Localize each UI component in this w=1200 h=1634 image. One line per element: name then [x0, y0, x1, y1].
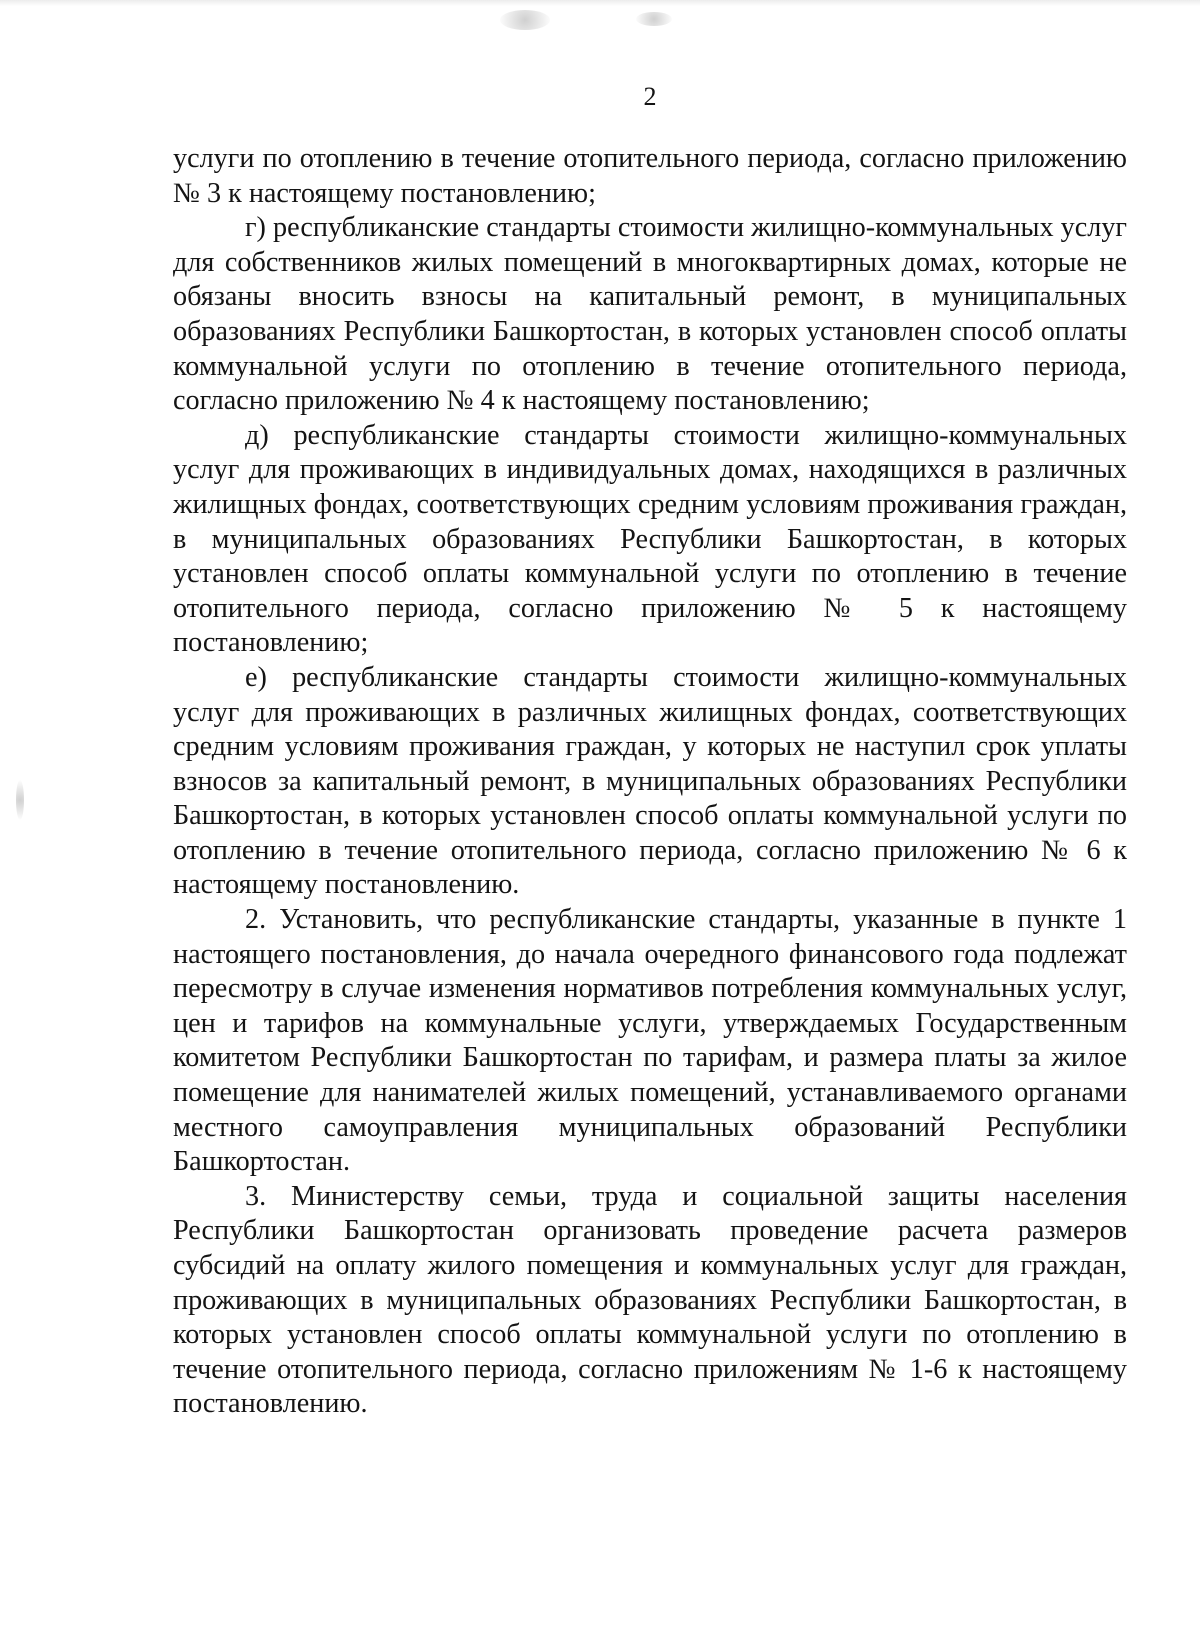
paragraph-clause-3: 3. Министерству семьи, труда и социальной защиты населения Республики Башкортостан организовать проведение расчета размеров субсидий на оплату жилого помещения и коммунальных услуг для граждан, проживающих в муниципальных образованиях Республики Башкортостан, в которых установлен способ оплаты коммунальной услуги по отоплению в течение отопительного периода, согласно приложениям № 1-6 к настоящему постановлению.	[173, 1180, 1127, 1420]
paragraph-clause-2: 2. Установить, что республиканские стандарты, указанные в пункте 1 настоящего постановления, до начала очередного финансового года подлежат пересмотру в случае изменения нормативов потребления коммунальных услуг, цен и тарифов на коммунальные услуги, утверждаемых Государственным комитетом Республики Башкортостан по тарифам, и размера платы за жилое помещение для нанимателей жилых помещений, устанавливаемого органами местного самоуправления муниципальных образований Республики Башкортостан.	[173, 904, 1127, 1178]
scan-smudge	[500, 10, 550, 30]
paragraph-item-g: г) республиканские стандарты стоимости жилищно-коммунальных услуг для собственников жилых помещений в многоквартирных домах, которые не обязаны вносить взносы на капитальный ремонт, в муниципальных образованиях Республики Башкортостан, в которых установлен способ оплаты коммунальной услуги по отоплению в течение отопительного периода, согласно приложению № 4 к настоящему постановлению;	[173, 212, 1127, 417]
scan-smudge	[16, 780, 24, 820]
scan-smudge	[636, 12, 672, 26]
page-number: 2	[643, 82, 657, 111]
scan-edge	[0, 0, 1200, 6]
document-body	[173, 142, 1127, 1422]
paragraph-continuation: услуги по отоплению в течение отопительного периода, согласно приложению № 3 к настоящему постановлению;	[173, 143, 1127, 209]
paragraph-item-d: д) республиканские стандарты стоимости жилищно-коммунальных услуг для проживающих в индивидуальных домах, находящихся в различных жилищных фондах, соответствующих средним условиям проживания граждан, в муниципальных образованиях Республики Башкортостан, в которых установлен способ оплаты коммунальной услуги по отоплению в течение отопительного периода, согласно приложению № 5 к настоящему постановлению;	[173, 419, 1127, 659]
paragraph-item-e: е) республиканские стандарты стоимости жилищно-коммунальных услуг для проживающих в различных жилищных фондах, соответствующих средним условиям проживания граждан, у которых не наступил срок уплаты взносов за капитальный ремонт, в муниципальных образованиях Республики Башкортостан, в которых установлен способ оплаты коммунальной услуги по отоплению в течение отопительного периода, согласно приложению № 6 к настоящему постановлению.	[173, 661, 1127, 901]
